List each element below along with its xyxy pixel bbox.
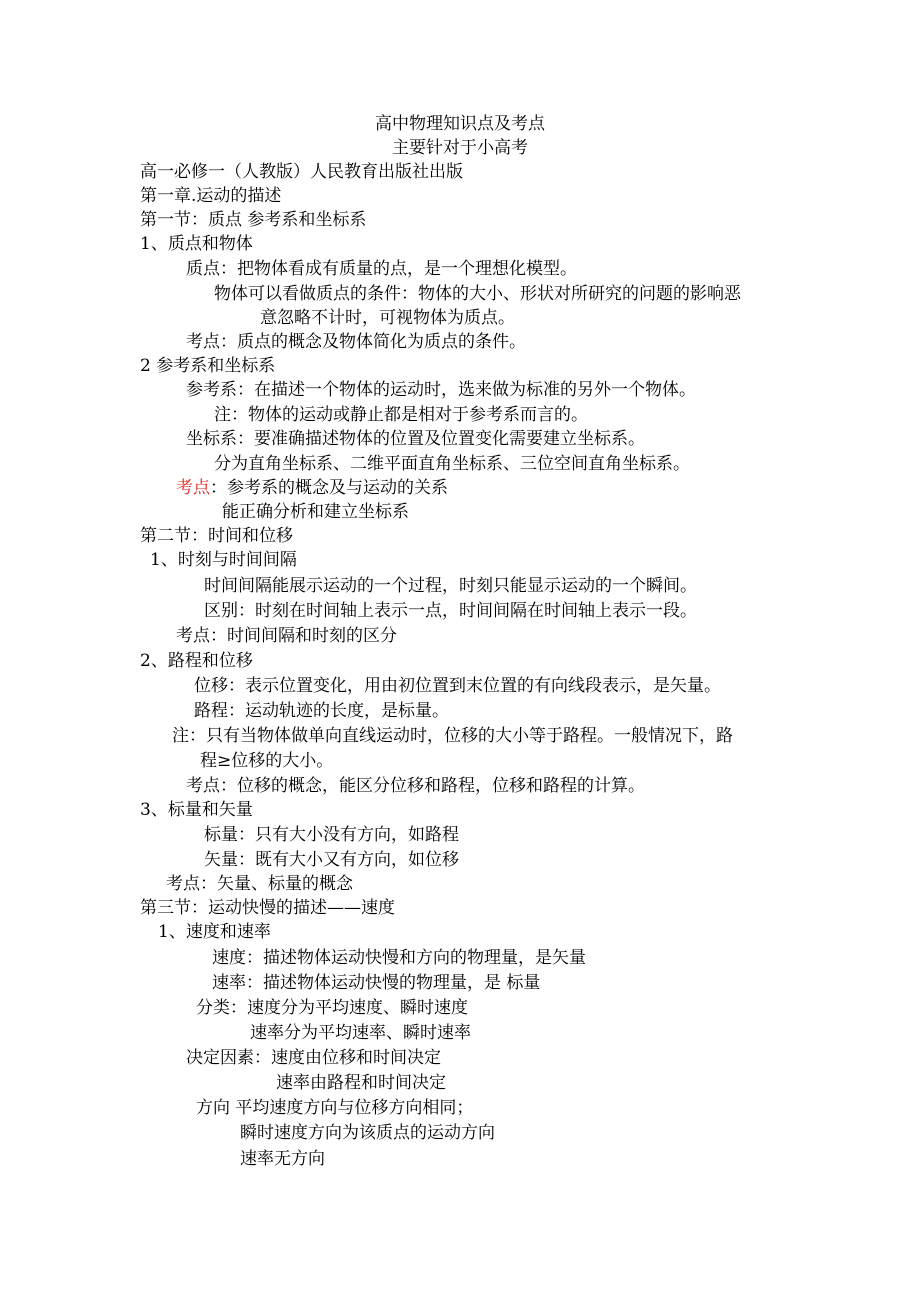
chapter-heading: 第一章.运动的描述 bbox=[140, 186, 282, 206]
exam-point-line bbox=[176, 476, 448, 500]
definition-line: 速率：描述物体运动快慢的物理量，是 标量 bbox=[212, 973, 541, 993]
exam-point-label: 考点 bbox=[176, 478, 210, 498]
topic-heading: 1、速度和速率 bbox=[158, 922, 271, 942]
definition-line: 瞬时速度方向为该质点的运动方向 bbox=[240, 1123, 495, 1143]
definition-line: 速率分为平均速率、瞬时速率 bbox=[250, 1023, 471, 1043]
definition-line: 方向 平均速度方向与位移方向相同； bbox=[196, 1098, 474, 1118]
definition-line: 区别：时刻在时间轴上表示一点，时间间隔在时间轴上表示一段。 bbox=[204, 601, 697, 621]
exam-point-line: 能正确分析和建立坐标系 bbox=[222, 502, 409, 522]
definition-line: 意忽略不计时，可视物体为质点。 bbox=[260, 308, 515, 328]
section-heading: 第二节：时间和位移 bbox=[140, 526, 293, 546]
document-title: 高中物理知识点及考点 bbox=[375, 114, 545, 134]
definition-line: 时间间隔能展示运动的一个过程，时刻只能显示运动的一个瞬间。 bbox=[204, 576, 697, 596]
definition-line: 速度：描述物体运动快慢和方向的物理量，是矢量 bbox=[212, 948, 586, 968]
exam-point-line: 考点：位移的概念，能区分位移和路程，位移和路程的计算。 bbox=[186, 776, 645, 796]
definition-line: 速率由路程和时间决定 bbox=[276, 1073, 446, 1093]
definition-line: 质点：把物体看成有质量的点，是一个理想化模型。 bbox=[186, 259, 577, 279]
definition-line: 坐标系：要准确描述物体的位置及位置变化需要建立坐标系。 bbox=[186, 429, 645, 449]
definition-line: 标量：只有大小没有方向，如路程 bbox=[204, 825, 459, 845]
definition-line: 分为直角坐标系、二维平面直角坐标系、三位空间直角坐标系。 bbox=[214, 454, 690, 474]
topic-heading: 1、时刻与时间间隔 bbox=[150, 550, 297, 570]
topic-heading: 2、路程和位移 bbox=[140, 651, 253, 671]
note-line: 注：物体的运动或静止都是相对于参考系而言的。 bbox=[214, 405, 588, 425]
exam-point-line: 考点：质点的概念及物体简化为质点的条件。 bbox=[186, 332, 526, 352]
topic-heading: 1、质点和物体 bbox=[140, 234, 253, 254]
section-heading: 第三节：运动快慢的描述——速度 bbox=[140, 898, 395, 918]
definition-line: 位移：表示位置变化，用由初位置到末位置的有向线段表示，是矢量。 bbox=[194, 676, 721, 696]
topic-heading: 3、标量和矢量 bbox=[140, 800, 253, 820]
definition-line: 速率无方向 bbox=[240, 1149, 325, 1169]
definition-line: 参考系：在描述一个物体的运动时，选来做为标准的另外一个物体。 bbox=[186, 380, 696, 400]
exam-point-line: 考点：时间间隔和时刻的区分 bbox=[176, 626, 397, 646]
definition-line: 物体可以看做质点的条件：物体的大小、形状对所研究的问题的影响恶 bbox=[214, 284, 741, 304]
note-line: 程≥位移的大小。 bbox=[200, 751, 334, 771]
definition-line: 路程：运动轨迹的长度，是标量。 bbox=[194, 701, 449, 721]
definition-line: 矢量：既有大小又有方向，如位移 bbox=[204, 850, 459, 870]
definition-line: 分类：速度分为平均速度、瞬时速度 bbox=[196, 998, 468, 1018]
section-heading: 第一节：质点 参考系和坐标系 bbox=[140, 210, 367, 230]
note-line: 注：只有当物体做单向直线运动时，位移的大小等于路程。一般情况下，路 bbox=[172, 726, 733, 746]
topic-heading: 2 参考系和坐标系 bbox=[140, 356, 276, 376]
document-subtitle: 主要针对于小高考 bbox=[392, 138, 528, 158]
book-heading: 高一必修一（人教版）人民教育出版社出版 bbox=[140, 162, 463, 182]
exam-point-line: 考点：矢量、标量的概念 bbox=[166, 874, 353, 894]
exam-point-text: ：参考系的概念及与运动的关系 bbox=[210, 478, 448, 498]
definition-line: 决定因素：速度由位移和时间决定 bbox=[186, 1048, 441, 1068]
